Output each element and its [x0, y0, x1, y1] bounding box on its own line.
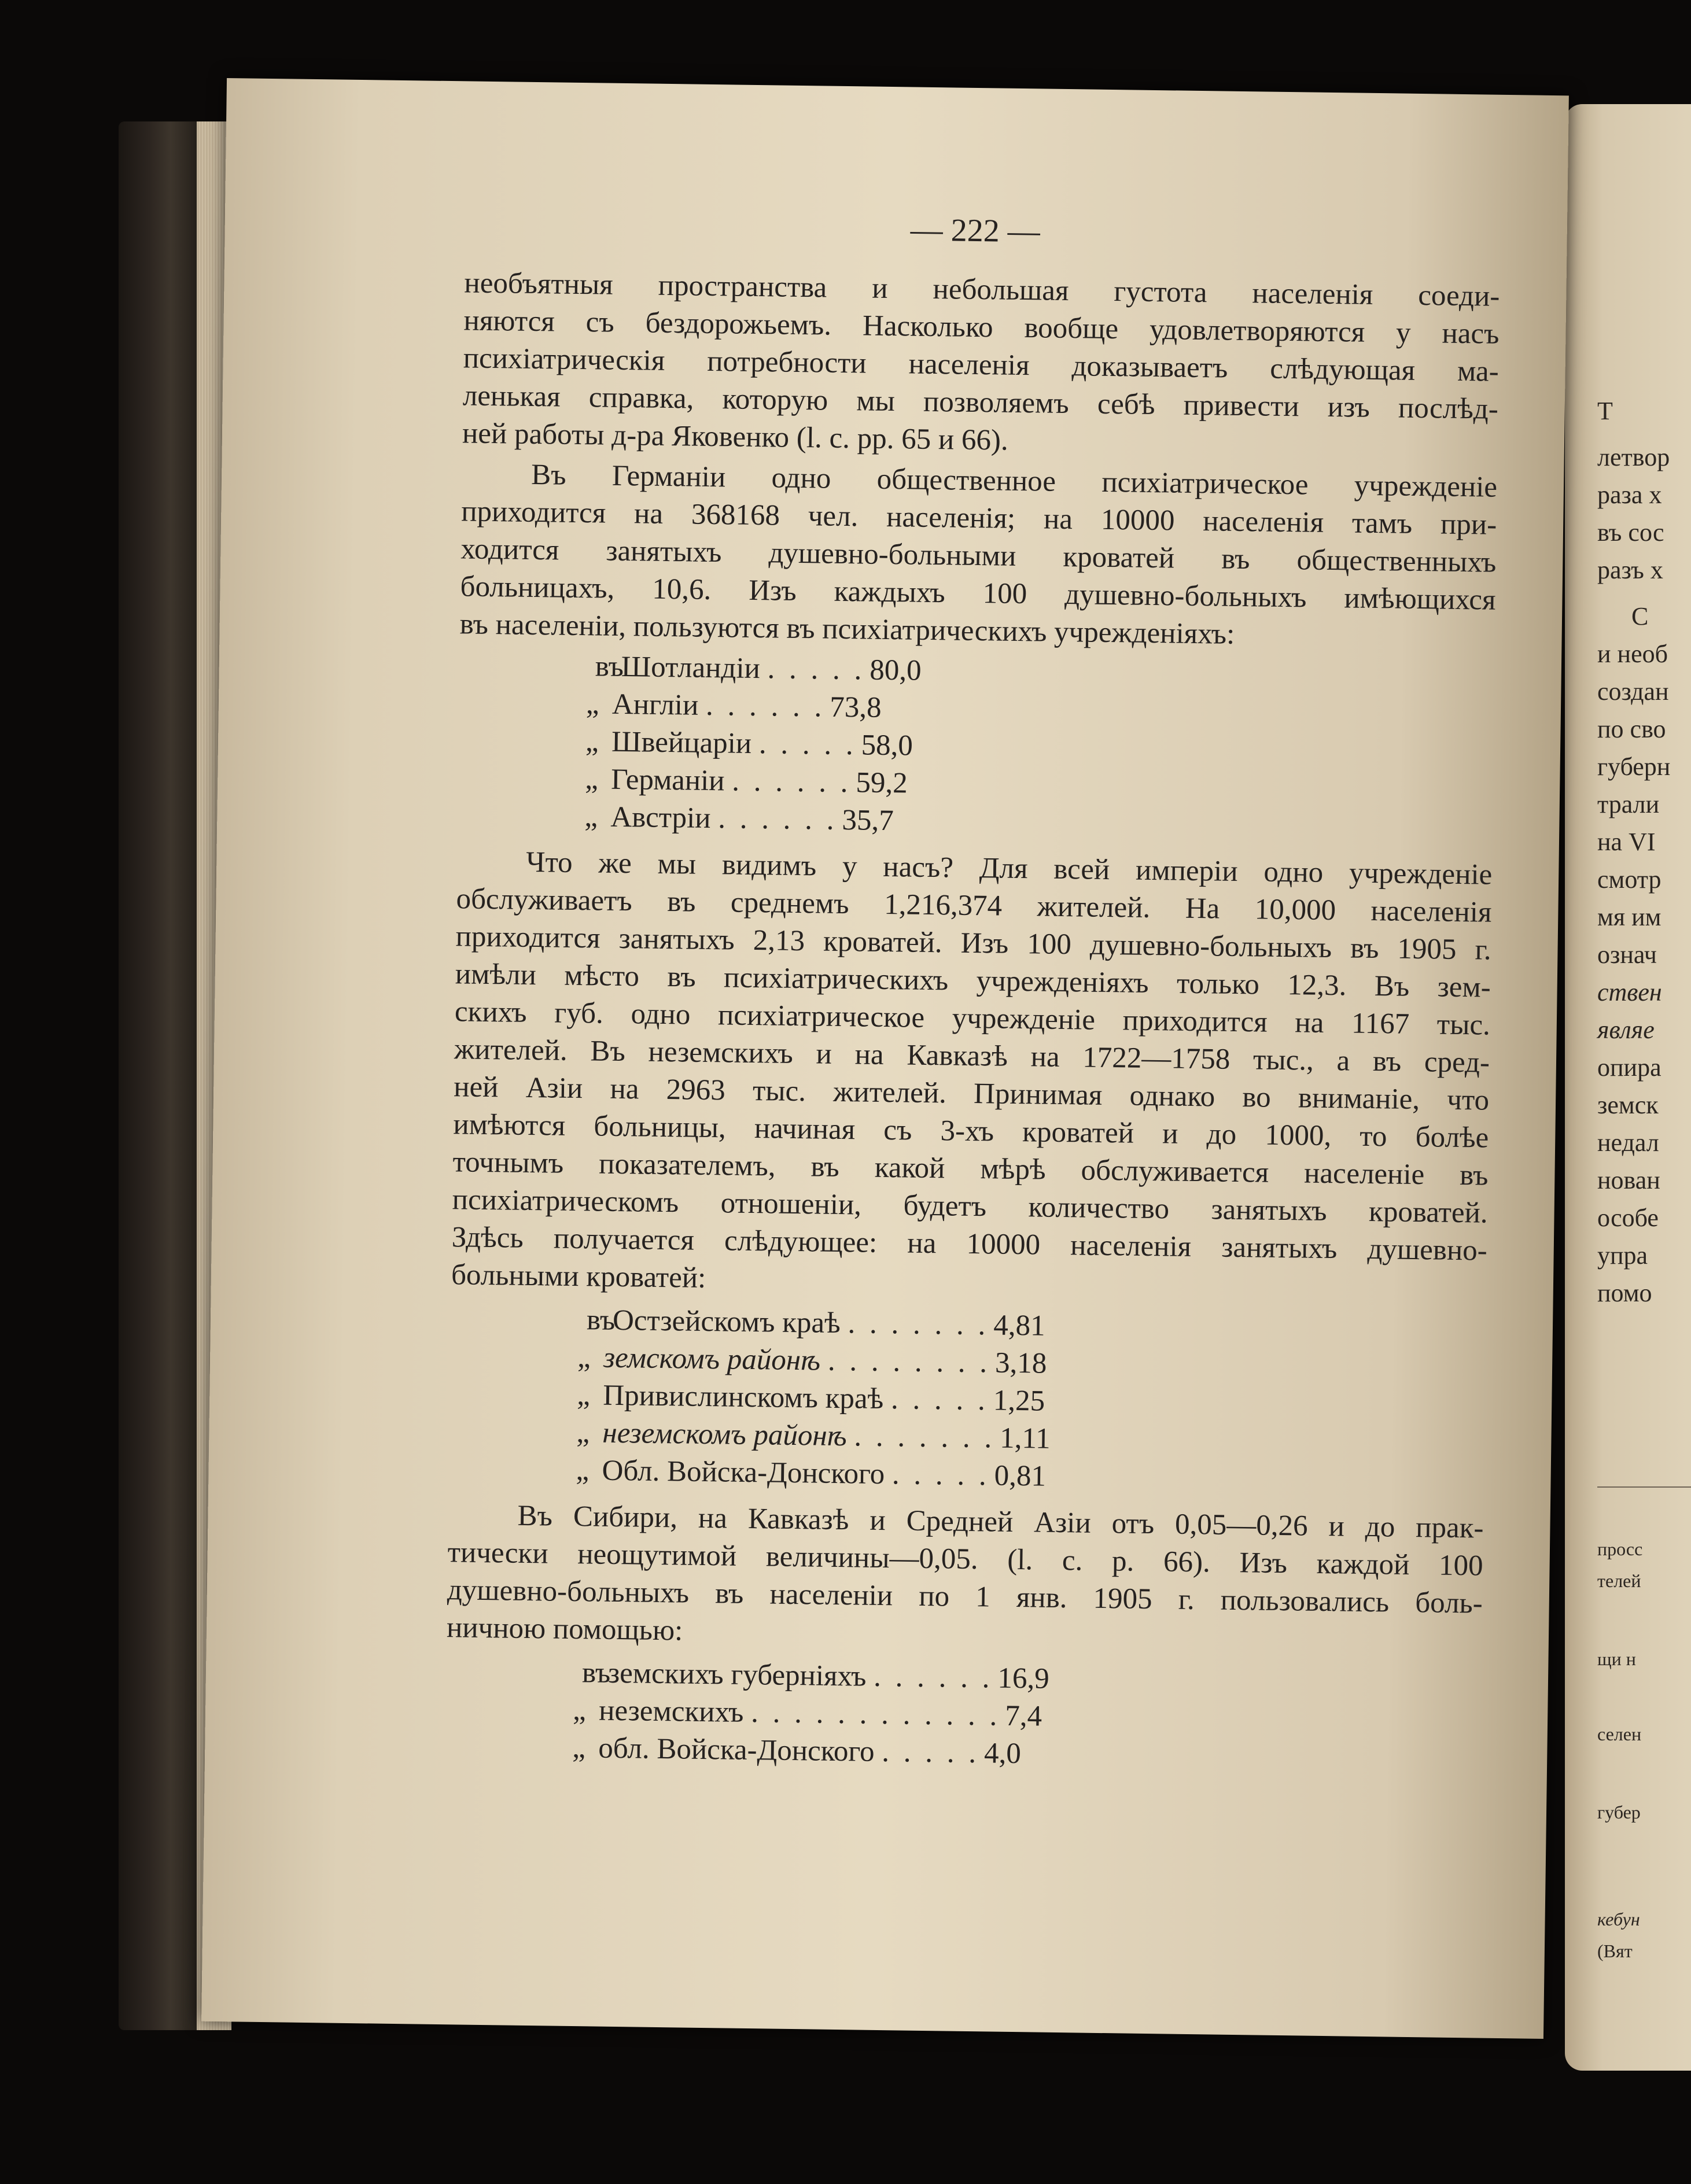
right-page-fragment: телей — [1597, 1570, 1641, 1591]
paragraph-4-line: Въ Сибири, на Кавказѣ и Средней Азіи отъ 0,05—0,26 и до прак- — [517, 1499, 1484, 1545]
list-2-entry: „ земскомъ районѣ . . . . . . . . 3,18 — [577, 1341, 1047, 1380]
paragraph-3-line: точнымъ показателемъ, въ какой мѣрѣ обслуживается населеніе въ — [452, 1146, 1489, 1192]
right-page-fragment: губерн — [1597, 752, 1671, 781]
right-page-fragment: разъ х — [1597, 556, 1663, 584]
right-page-fragment: летвор — [1597, 443, 1670, 471]
book-binding — [119, 121, 205, 2030]
list-3-entry: „ неземскихъ . . . . . . . . . . . . 7,4 — [572, 1694, 1042, 1733]
book-page — [201, 78, 1569, 2039]
paragraph-4-line: ничною помощью: — [446, 1611, 683, 1647]
right-page-fragment: С — [1631, 602, 1649, 630]
right-page-fragment: на VI — [1597, 828, 1656, 856]
right-page-fragment: селен — [1597, 1724, 1642, 1744]
right-page-fragment: особе — [1597, 1204, 1659, 1232]
paragraph-3-line: имѣются больницы, начиная съ 3-хъ кроватей и до 1000, то болѣе — [453, 1108, 1489, 1154]
right-page-fragment: просс — [1597, 1539, 1643, 1559]
list-2-entry: въОстзейскомъ краѣ . . . . . . . 4,81 — [586, 1304, 1045, 1342]
right-page-fragment: создан — [1597, 677, 1669, 706]
paragraph-3-line: обслуживаетъ въ среднемъ 1,216,374 жителей. На 10,000 населенія — [456, 883, 1492, 929]
paragraph-3-line: имѣли мѣсто въ психіатрическихъ учрежденіяхъ только 12,3. Въ зем- — [455, 958, 1491, 1004]
right-page-fragment: губер — [1597, 1802, 1641, 1823]
paragraph-3-line: Что же мы видимъ у насъ? Для всей имперіи одно учрежденіе — [526, 846, 1493, 891]
right-page-fragment: (Вят — [1597, 1940, 1633, 1961]
list-2-entry: „ Обл. Войска-Донского . . . . . 0,81 — [576, 1454, 1047, 1493]
right-page-fragment: трали — [1597, 790, 1660, 818]
list-2-entry: „ неземскомъ районѣ . . . . . . . 1,11 — [576, 1416, 1051, 1455]
list-1-entry: „ Германіи . . . . . . 59,2 — [584, 763, 908, 800]
right-page-fragment: кебун — [1597, 1909, 1640, 1930]
paragraph-2-line: въ населеніи, пользуются въ психіатрическихъ учрежденіяхъ: — [459, 608, 1235, 651]
right-page-fragment: нован — [1597, 1166, 1660, 1194]
paragraph-2-line: больницахъ, 10,6. Изъ каждыхъ 100 душевно-больныхъ имѣющихся — [460, 570, 1496, 617]
list-3-entry: въземскихъ губерніяхъ . . . . . . 16,9 — [581, 1657, 1050, 1695]
right-page-fragment: земск — [1597, 1091, 1659, 1119]
paragraph-1-line: ней работы д-ра Яковенко (l. c. pp. 65 и 66). — [462, 417, 1009, 457]
right-page-fragment: щи н — [1597, 1648, 1636, 1669]
paragraph-3-line: приходится занятыхъ 2,13 кроватей. Изъ 100 душевно-больныхъ въ 1905 г. — [455, 920, 1491, 966]
paragraph-1-line: няются съ бездорожьемъ. Насколько вообще удовлетворяются у насъ — [463, 304, 1500, 351]
paragraph-3-line: больными кроватей: — [451, 1259, 706, 1294]
footnote-rule — [1597, 1486, 1691, 1488]
list-1-entry: „ Австріи . . . . . . 35,7 — [584, 800, 894, 838]
paragraph-3-line: психіатрическомъ отношеніи, будетъ количество занятыхъ кроватей. — [452, 1183, 1488, 1230]
paragraph-2-line: ходится занятыхъ душевно-больными кроватей въ общественныхъ — [460, 533, 1497, 579]
right-page-fragment: ствен — [1597, 978, 1662, 1006]
right-page-fragment: недал — [1597, 1128, 1659, 1157]
paragraph-2-line: Въ Германіи одно общественное психіатрическое учрежденіе — [530, 458, 1498, 504]
paragraph-1-line: необъятныя пространства и небольшая густота населенія соеди- — [464, 267, 1500, 313]
paragraph-3-line: Здѣсь получается слѣдующее: на 10000 населенія занятыхъ душевно- — [451, 1221, 1488, 1267]
right-page-fragment: въ сос — [1597, 518, 1664, 547]
list-3-entry: „ обл. Войска-Донского . . . . . 4,0 — [572, 1732, 1022, 1770]
right-page-fragment: смотр — [1597, 865, 1661, 894]
list-1-entry: „ Швейцаріи . . . . . 58,0 — [585, 725, 913, 762]
paragraph-2-line: приходится на 368168 чел. населенія; на 10000 населенія тамъ при- — [460, 495, 1497, 541]
page-number: — 222 — — [910, 212, 1041, 250]
paragraph-4-line: душевно-больныхъ въ населеніи по 1 янв. 1905 г. пользовались боль- — [447, 1574, 1483, 1620]
right-page-fragment: означ — [1597, 940, 1657, 969]
paragraph-3-line: жителей. Въ неземскихъ и на Кавказѣ на 1722—1758 тыс., а въ сред- — [454, 1033, 1490, 1079]
paragraph-3-line: ней Азіи на 2963 тыс. жителей. Принимая однако во вниманіе, что — [453, 1071, 1490, 1117]
paragraph-3-line: скихъ губ. одно психіатрическое учрежденіе приходится на 1167 тыс. — [454, 995, 1491, 1042]
list-1-entry: въШотландіи . . . . . 80,0 — [595, 650, 922, 687]
right-page-fragment: опира — [1597, 1053, 1661, 1082]
right-page — [1565, 104, 1691, 2071]
paragraph-1-line: ленькая справка, которую мы позволяемъ себѣ привести изъ послѣд- — [462, 379, 1499, 426]
paragraph-1-line: психіатрическія потребности населенія доказываетъ слѣдующая ма- — [463, 342, 1499, 388]
right-page-fragment: раза х — [1597, 481, 1662, 509]
right-page-fragment: по сво — [1597, 715, 1666, 743]
right-page-fragment: помо — [1597, 1279, 1652, 1307]
list-1-entry: „ Англіи . . . . . . 73,8 — [585, 688, 882, 724]
right-page-fragment: являе — [1597, 1016, 1655, 1044]
list-2-entry: „ Привислинскомъ краѣ . . . . . 1,25 — [576, 1379, 1045, 1418]
right-page-fragment: упра — [1597, 1241, 1648, 1270]
paragraph-4-line: тически неощутимой величины—0,05. (l. c. p. 66). Изъ каждой 100 — [447, 1536, 1483, 1582]
right-page-fragment: мя им — [1597, 903, 1661, 931]
right-page-fragment: Т — [1597, 397, 1613, 425]
right-page-fragment: и необ — [1597, 640, 1668, 668]
